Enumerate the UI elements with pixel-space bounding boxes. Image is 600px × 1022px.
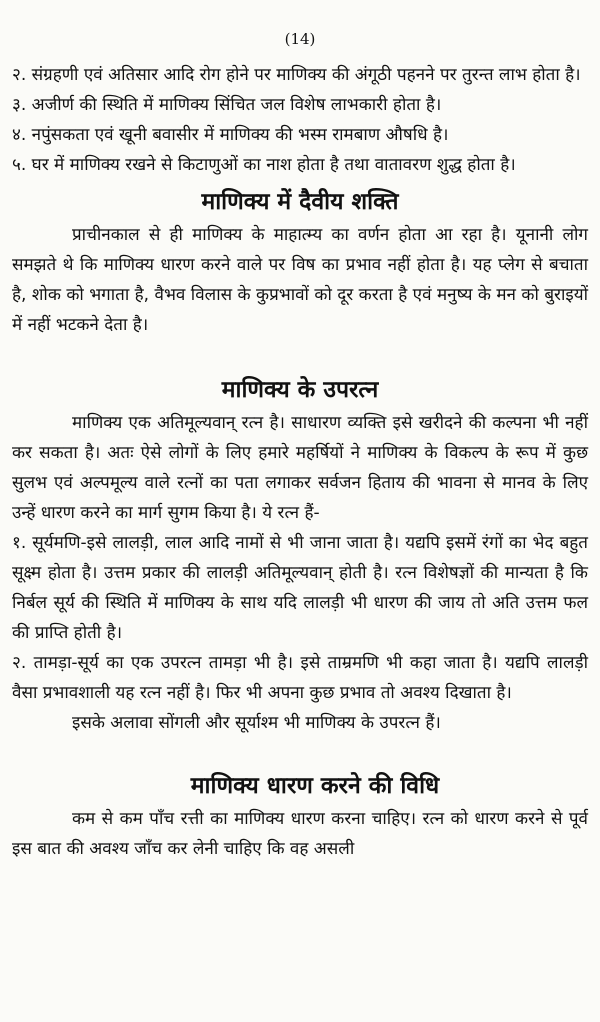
list-item: ४. नपुंसकता एवं खूनी बवासीर में माणिक्य की भस्म रामबाण औषधि है। bbox=[12, 125, 449, 145]
list-item: ५. घर में माणिक्य रखने से किटाणुओं का नाश होता है तथा वातावरण शुद्ध होता है। bbox=[12, 155, 516, 175]
section-heading-substitute-gems: माणिक्य के उपरत्न bbox=[221, 377, 379, 403]
list-item: २. संग्रहणी एवं अतिसार आदि रोग होने पर माणिक्य की अंगूठी पहनने पर तुरन्त लाभ होता है। bbox=[12, 65, 581, 85]
list-item-suryamani: १. सूर्यमणि-इसे लालड़ी, लाल आदि नामों से भी जाना जाता है। यद्यपि इसमें रंगों का भेद बहुत सूक्ष्म होता है। उत्तम प्रकार की लालड़ी अतिमूल्यवान् होती है। रत्न विशेषज्ञों की मान्यता है कि निर्बल सूर्य की स्थिति में माणिक्य के साथ यदि लालड़ी भी धारण की जाय तो अति उत्तम फल की प्राप्ति होती है। bbox=[12, 533, 588, 643]
paragraph-substitute-intro: माणिक्य एक अतिमूल्यवान् रत्न है। साधारण व्यक्ति इसे खरीदने की कल्पना भी नहीं कर सकता है। अतः ऐसे लोगों के लिए हमारे महर्षियों ने माणिक्य के विकल्प के रूप में कुछ सुलभ एवं अल्पमूल्य वाले रत्नों का पता लगाकर सर्वजन हिताय की भावना से मानव के लिए उन्हें धारण करने का मार्ग सुगम किया है। ये रत्न हैं- bbox=[12, 413, 588, 523]
list-item-tamda: २. तामड़ा-सूर्य का एक उपरत्न तामड़ा भी है। इसे ताम्रमणि भी कहा जाता है। यद्यपि लालड़ी वैसा प्रभावशाली यह रत्न नहीं है। फिर भी अपना कुछ प्रभाव तो अवश्य दिखाता है। bbox=[12, 653, 588, 703]
paragraph-divine-power: प्राचीनकाल से ही माणिक्य के माहात्म्य का वर्णन होता आ रहा है। यूनानी लोग समझते थे कि माणिक्य धारण करने वाले पर विष का प्रभाव नहीं होता है। यह प्लेग से बचाता है, शोक को भगाता है, वैभव विलास के कुप्रभावों को दूर करता है एवं मनुष्य के मन को बुराइयों में नहीं भटकने देता है। bbox=[12, 225, 588, 335]
page-number: (14) bbox=[284, 30, 316, 48]
paragraph-wearing-method: कम से कम पाँच रत्ती का माणिक्य धारण करना चाहिए। रत्न को धारण करने से पूर्व इस बात की अवश्य जॉंच कर लेनी चाहिए कि वह असली bbox=[12, 809, 588, 859]
section-heading-divine-power: माणिक्य में दैवीय शक्ति bbox=[201, 189, 399, 215]
section-heading-wearing-method: माणिक्य धारण करने की विधि bbox=[190, 773, 440, 799]
list-item: ३. अजीर्ण की स्थिति में माणिक्य सिंचित जल विशेष लाभकारी होता है। bbox=[12, 95, 442, 115]
paragraph-substitute-closing: इसके अलावा सोंगली और सूर्याश्म भी माणिक्य के उपरत्न हैं। bbox=[72, 713, 441, 733]
